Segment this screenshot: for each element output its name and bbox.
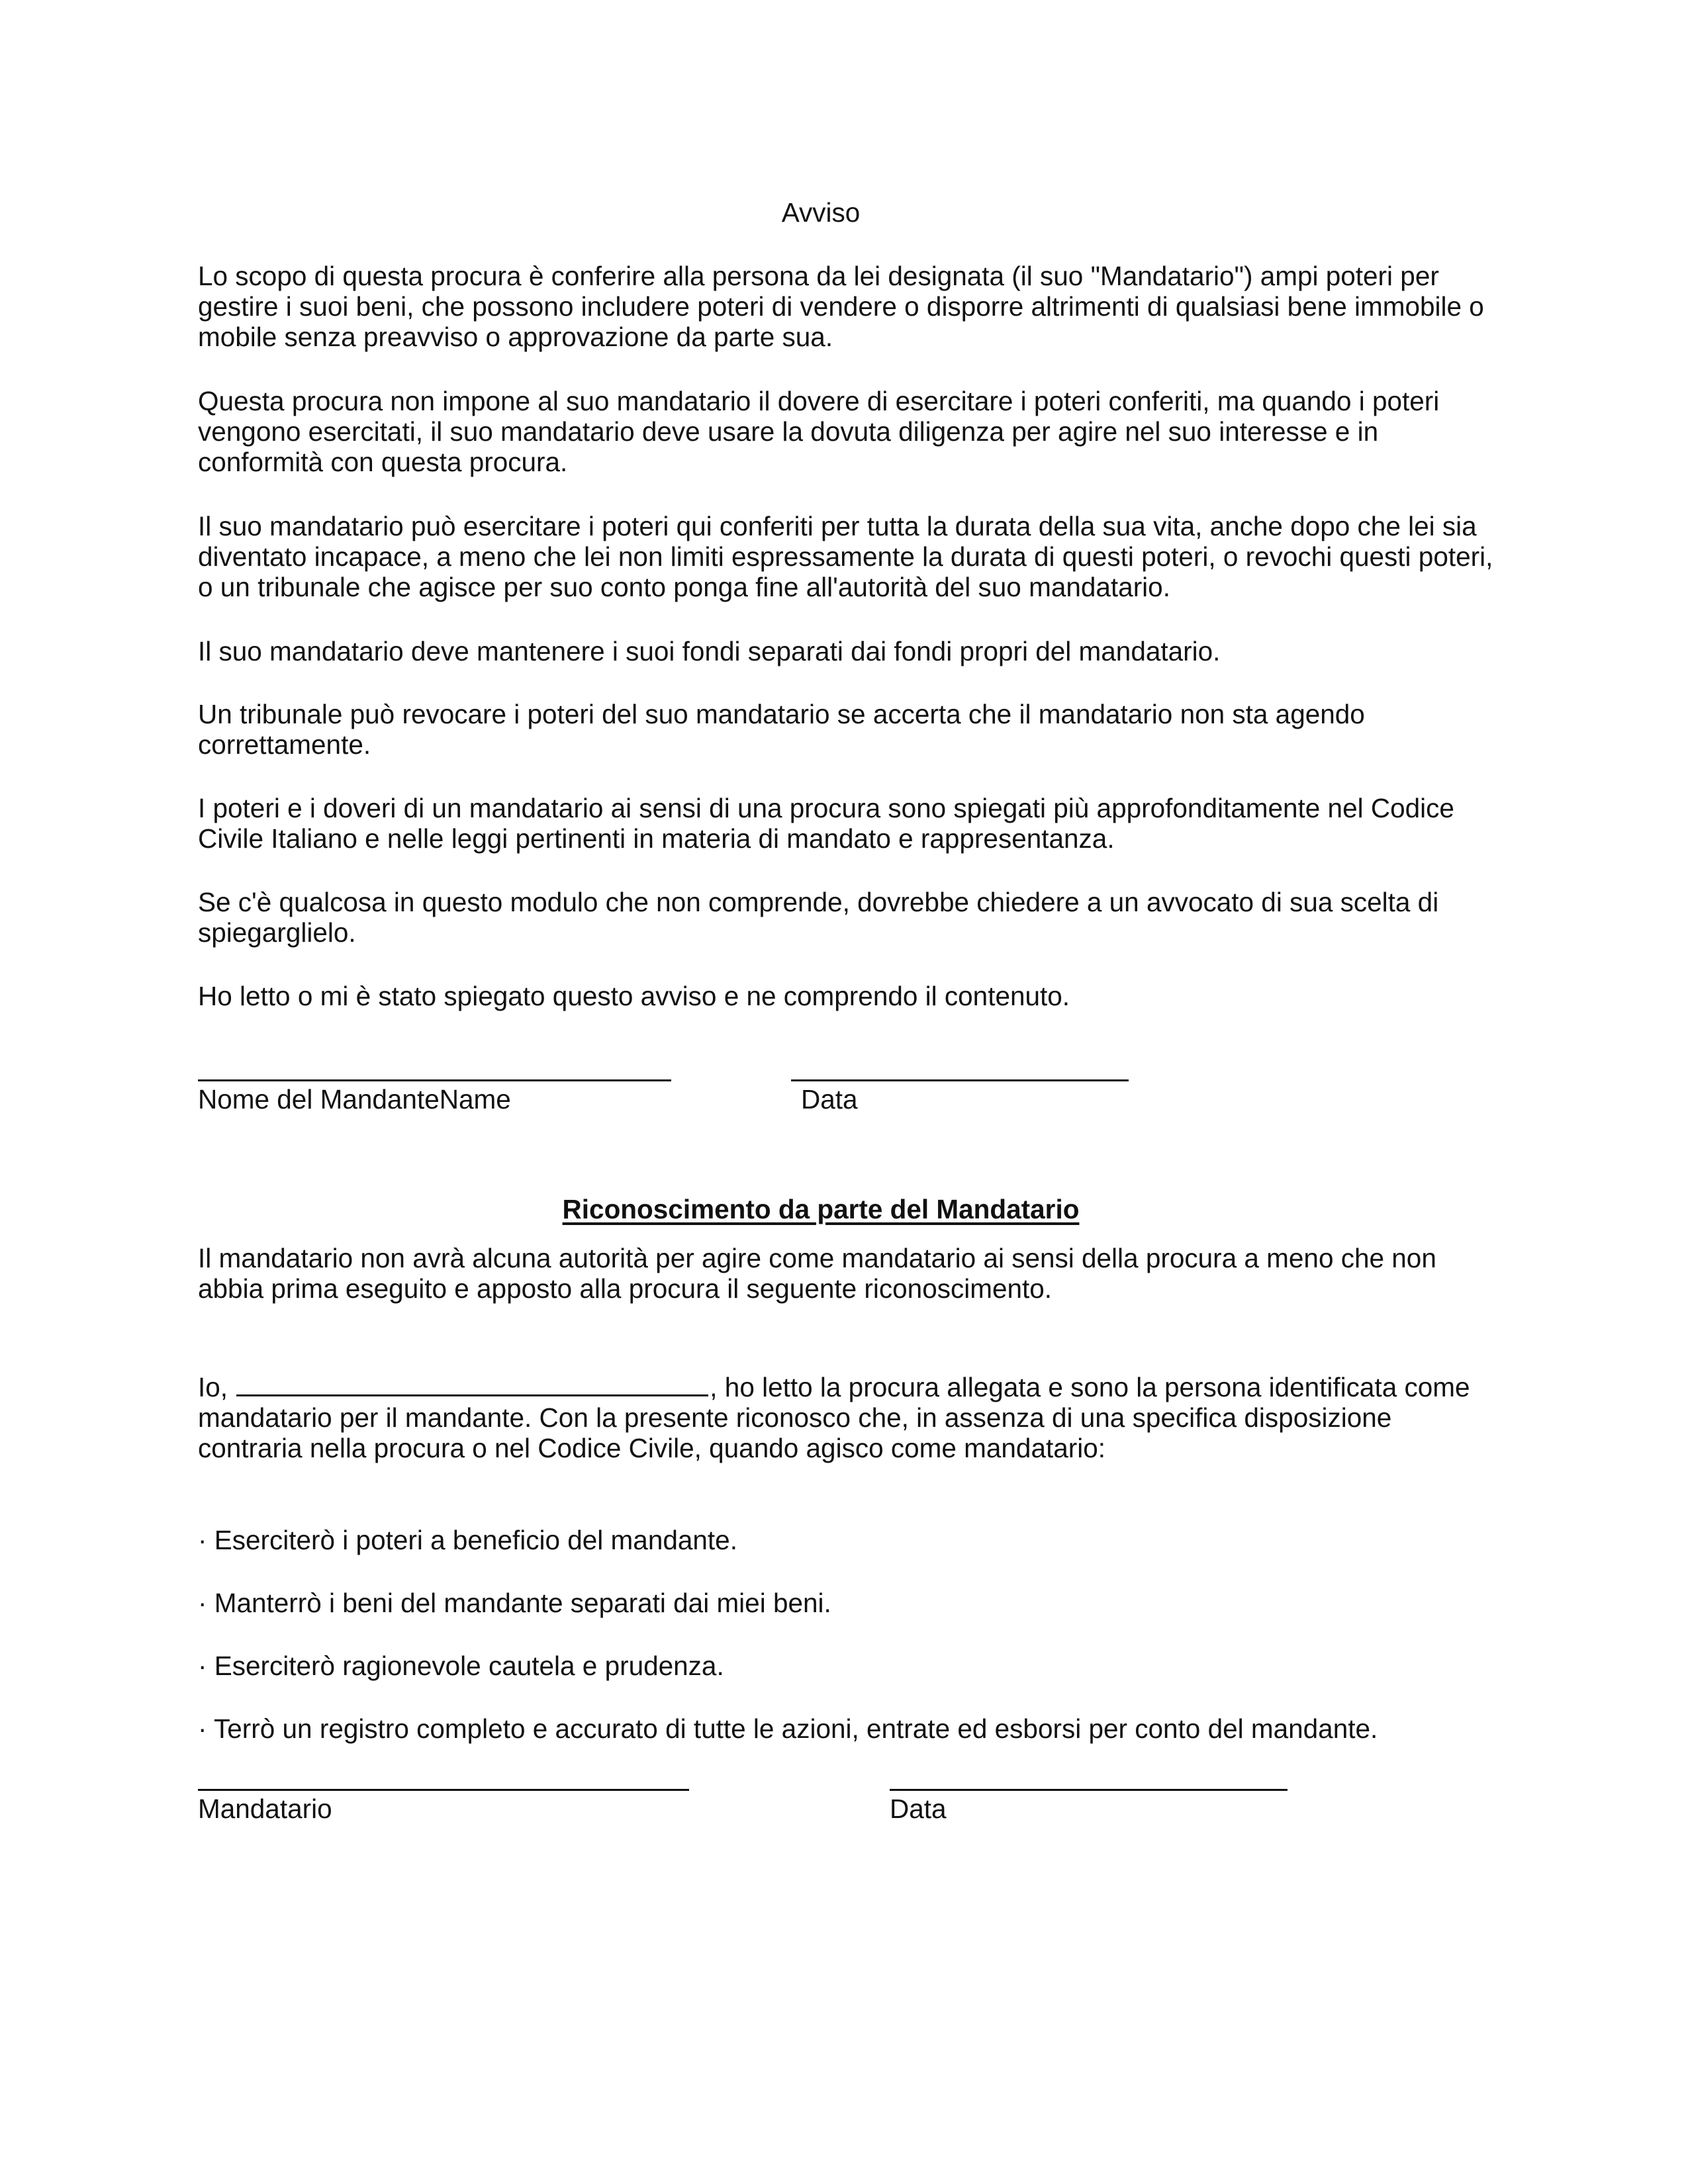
agent-signature-label: Mandatario (198, 1794, 332, 1824)
notice-paragraph-3: Il suo mandatario può esercitare i poteri qui conferiti per tutta la durata della sua vita, anche dopo che lei sia diventato incapace, a meno che lei non limiti espressamente la durata di questi poteri, o revochi questi poteri, o un tribunale che agisce per suo conto ponga fine all'autorità del suo mandatario. (198, 511, 1493, 602)
notice-paragraph-1: Lo scopo di questa procura è conferire alla persona da lei designata (il suo "Mandatario") ampi poteri per gestire i suoi beni, che possono includere poteri di vendere o disporre altrimenti di qualsiasi bene immobile o mobile senza preavviso o approvazione da parte sua. (198, 261, 1484, 352)
notice-paragraph-4: Il suo mandatario deve mantenere i suoi fondi separati dai fondi propri del mandatario. (198, 636, 1221, 666)
notice-paragraph-8: Ho letto o mi è stato spiegato questo avviso e ne comprendo il contenuto. (198, 981, 1070, 1011)
statement-prefix: Io, (198, 1372, 228, 1402)
principal-date-label: Data (801, 1084, 858, 1115)
notice-paragraph-7: Se c'è qualcosa in questo modulo che non comprende, dovrebbe chiedere a un avvocato di sua scelta di spiegarglielo. (198, 887, 1439, 948)
acknowledgment-title: Riconoscimento da parte del Mandatario (562, 1194, 1080, 1224)
duty-bullet-2: · Manterrò i beni del mandante separati dai miei beni. (198, 1588, 831, 1618)
notice-paragraph-6: I poteri e i doveri di un mandatario ai sensi di una procura sono spiegati più approfonditamente nel Codice Civile Italiano e nelle leggi pertinenti in materia di mandato e rappresentanza. (198, 793, 1454, 854)
principal-name-label: Nome del MandanteName (198, 1084, 511, 1115)
agent-date-label: Data (890, 1794, 947, 1824)
agent-date-signature-line[interactable] (890, 1789, 1288, 1791)
acknowledgment-statement (198, 1368, 1495, 1463)
notice-paragraph-2: Questa procura non impone al suo mandatario il dovere di esercitare i poteri conferiti, ma quando i poteri vengono esercitati, il suo mandatario deve usare la dovuta diligenza per agire nel suo interesse e in conformità con questa procura. (198, 386, 1440, 477)
agent-signature-line[interactable] (198, 1789, 689, 1791)
duty-bullet-1: · Eserciterò i poteri a beneficio del mandante. (198, 1525, 737, 1555)
principal-name-signature-line[interactable] (198, 1079, 671, 1081)
duty-bullet-4: · Terrò un registro completo e accurato di tutte le azioni, entrate ed esborsi per conto del mandante. (198, 1713, 1378, 1744)
statement-text: , ho letto la procura allegata e sono la persona identificata come mandatario per il mandante. Con la presente riconosco che, in assenza di una specifica disposizione contraria nella procura o nel Codice Civile, quando agisco come mandatario: (198, 1372, 1470, 1463)
notice-paragraph-5: Un tribunale può revocare i poteri del suo mandatario se accerta che il mandatario non sta agendo correttamente. (198, 699, 1365, 760)
principal-date-signature-line[interactable] (791, 1079, 1129, 1081)
duty-bullet-3: · Eserciterò ragionevole cautela e prudenza. (198, 1651, 724, 1681)
acknowledgment-intro: Il mandatario non avrà alcuna autorità per agire come mandatario ai sensi della procura a meno che non abbia prima eseguito e apposto alla procura il seguente riconoscimento. (198, 1243, 1436, 1304)
agent-name-blank[interactable] (236, 1368, 708, 1396)
notice-title: Avviso (781, 197, 861, 228)
